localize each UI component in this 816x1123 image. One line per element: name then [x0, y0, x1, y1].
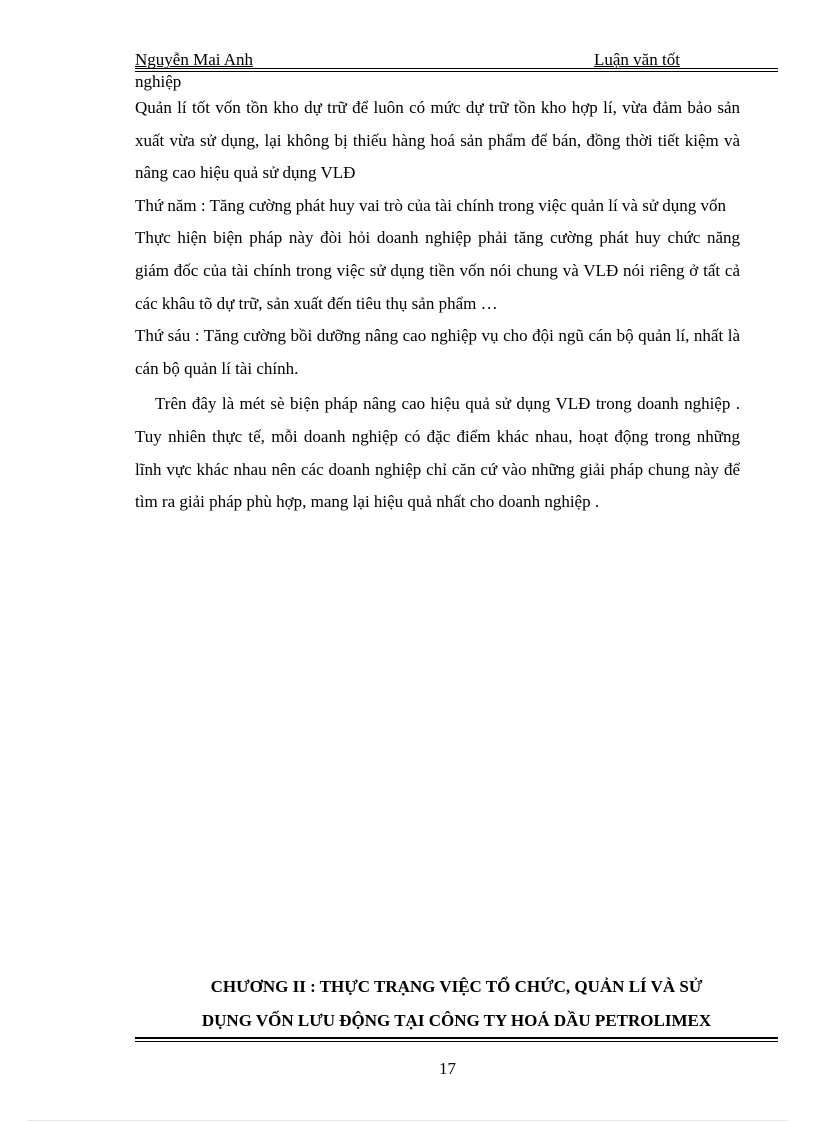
page-edge	[28, 1120, 788, 1121]
chapter-heading	[135, 970, 778, 1038]
chapter-heading-line-1: CHƯƠNG II : THỰC TRẠNG VIỆC TỔ CHỨC, QUẢN LÍ VÀ SỬ	[210, 977, 703, 996]
paragraph-inventory: Quản lí tốt vốn tồn kho dự trữ để luôn có mức dự trữ tồn kho hợp lí, vừa đảm bảo sản xuất vừa sử dụng, lại không bị thiếu hàng hoá sản phẩm để bán, đồng thời tiết kiệm và nâng cao hiệu quả sử dụng VLĐ	[135, 98, 740, 183]
footer-divider	[135, 1037, 778, 1039]
footer-divider-thin	[135, 1041, 778, 1042]
paragraph-conclusion: Trên đây là mét sè biện pháp nâng cao hiệu quả sử dụng VLĐ trong doanh nghiệp . Tuy nhiên thực tế, mỗi doanh nghiệp có đặc điểm khác nhau, hoạt động trong những lĩnh vực khác nhau nên các doanh nghiệp chỉ căn cứ vào những giải pháp chung này để tìm ra giải pháp phù hợp, mang lại hiệu quả nhất cho doanh nghiệp .	[135, 394, 740, 512]
header-divider-thin	[135, 71, 778, 72]
chapter-heading-line-2: DỤNG VỐN LƯU ĐỘNG TẠI CÔNG TY HOÁ DẦU PETROLIMEX	[201, 1011, 712, 1030]
paragraph-measure-six: Thứ sáu : Tăng cường bồi dưỡng nâng cao nghiệp vụ cho đội ngũ cán bộ quản lí, nhất là cán bộ quản lí tài chính.	[135, 326, 740, 378]
header-title: Luận văn tốt	[594, 50, 680, 69]
body-text	[135, 92, 740, 519]
page-number: 17	[439, 1059, 456, 1078]
header-author: Nguyễn Mai Anh	[135, 50, 254, 69]
header-divider	[135, 68, 778, 69]
paragraph-measure-five-detail: Thực hiện biện pháp này đòi hỏi doanh nghiệp phải tăng cường phát huy chức năng giám đốc của tài chính trong việc sử dụng tiền vốn nói chung và VLĐ nói riêng ở tất cả các khâu tõ dự trữ, sản xuất đến tiêu thụ sản phẩm …	[135, 228, 740, 313]
header-title-continuation: nghiệp	[135, 72, 182, 91]
paragraph-measure-five: Thứ năm : Tăng cường phát huy vai trò của tài chính trong việc quản lí và sử dụng vốn	[135, 195, 727, 215]
